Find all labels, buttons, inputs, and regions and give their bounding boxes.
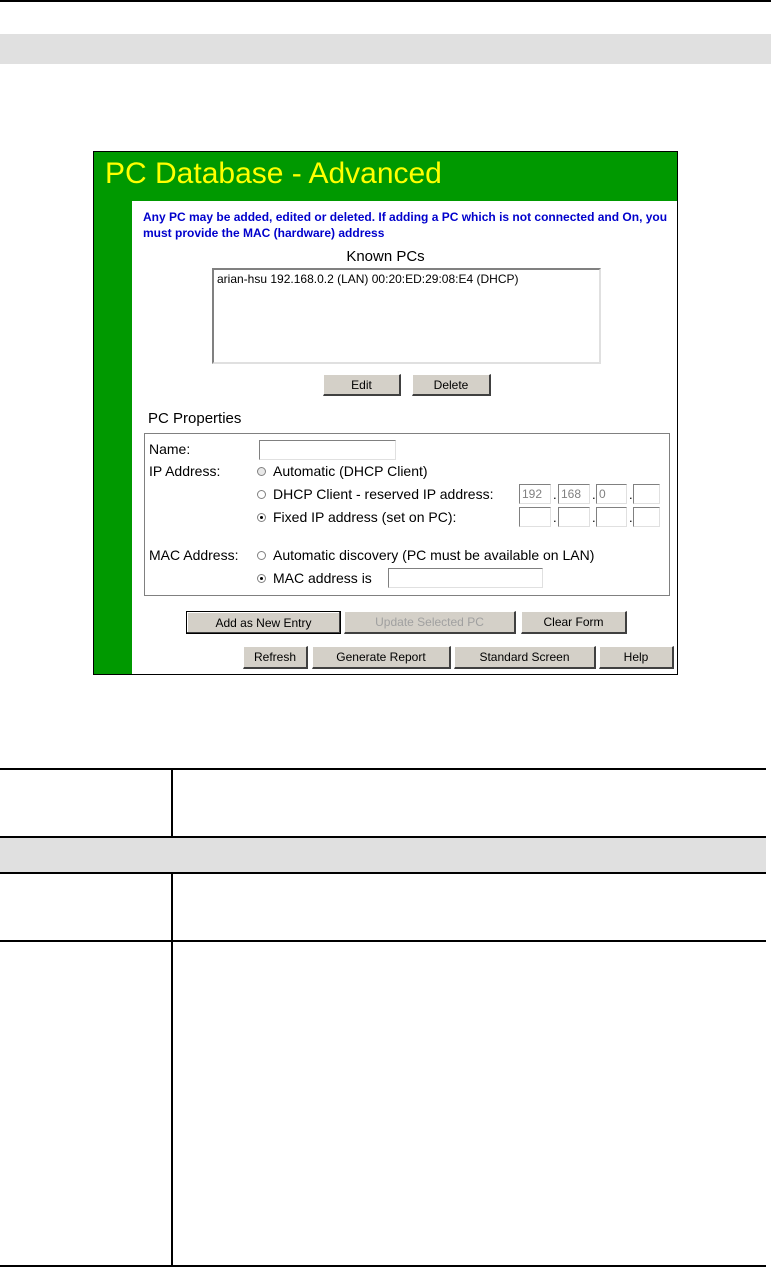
mac-manual-radio[interactable] <box>257 574 266 583</box>
reserved-ip-octet-2[interactable] <box>558 484 590 504</box>
ip-fixed-label: Fixed IP address (set on PC): <box>273 509 457 525</box>
ip-automatic-label: Automatic (DHCP Client) <box>273 463 428 479</box>
window-title: PC Database - Advanced <box>105 157 442 190</box>
help-button[interactable]: Help <box>599 646 674 669</box>
mac-manual-label: MAC address is <box>273 570 372 586</box>
fixed-ip-octet-2[interactable] <box>558 507 590 527</box>
ip-address-label: IP Address: <box>149 463 221 479</box>
fixed-ip-octet-3[interactable] <box>596 507 627 527</box>
top-rule <box>0 0 771 2</box>
name-label: Name: <box>149 441 191 457</box>
ip-automatic-radio[interactable] <box>257 467 266 476</box>
known-pcs-title: Known PCs <box>346 248 425 265</box>
mac-address-input[interactable] <box>388 568 543 588</box>
fixed-ip-octet-4[interactable] <box>633 507 660 527</box>
window-header <box>94 152 677 201</box>
refresh-button[interactable]: Refresh <box>243 646 308 669</box>
table-column-divider <box>171 872 173 1267</box>
update-selected-pc-button[interactable]: Update Selected PC <box>344 611 516 634</box>
reserved-ip-octet-1[interactable] <box>519 484 551 504</box>
table-column-divider <box>171 768 173 838</box>
known-pcs-list[interactable] <box>212 268 601 364</box>
list-item[interactable]: arian-hsu 192.168.0.2 (LAN) 00:20:ED:29:08:E4 (DHCP) <box>217 272 519 286</box>
ip-fixed-radio[interactable] <box>257 513 266 522</box>
ip-separator: . <box>553 510 557 525</box>
table-row-rule <box>0 872 766 874</box>
ip-separator: . <box>592 487 596 502</box>
table-section-row <box>0 838 766 872</box>
mac-address-label: MAC Address: <box>149 547 239 563</box>
intro-text: Any PC may be added, edited or deleted. If adding a PC which is not connected and On, you must provide the MAC (hardware) address <box>143 210 668 240</box>
table-row-rule <box>0 940 766 942</box>
ip-reserved-radio[interactable] <box>257 490 266 499</box>
section-heading-band <box>0 34 771 64</box>
ip-reserved-label: DHCP Client - reserved IP address: <box>273 486 494 502</box>
fixed-ip-octet-1[interactable] <box>519 507 551 527</box>
standard-screen-button[interactable]: Standard Screen <box>454 646 596 669</box>
reserved-ip-octet-4[interactable] <box>633 484 660 504</box>
ip-separator: . <box>553 487 557 502</box>
pc-database-window <box>93 151 678 675</box>
add-new-entry-button[interactable]: Add as New Entry <box>186 611 341 634</box>
pc-properties-title: PC Properties <box>148 410 242 427</box>
generate-report-button[interactable]: Generate Report <box>312 646 451 669</box>
ip-separator: . <box>629 510 633 525</box>
ip-separator: . <box>592 510 596 525</box>
reserved-ip-octet-3[interactable] <box>596 484 627 504</box>
table-bottom-rule <box>0 1265 766 1267</box>
edit-button[interactable]: Edit <box>323 374 401 396</box>
mac-auto-radio[interactable] <box>257 551 266 560</box>
table-top-rule <box>0 768 766 770</box>
left-green-bar <box>94 201 132 674</box>
delete-button[interactable]: Delete <box>412 374 491 396</box>
clear-form-button[interactable]: Clear Form <box>521 611 627 634</box>
mac-auto-label: Automatic discovery (PC must be available on LAN) <box>273 547 595 563</box>
ip-separator: . <box>629 487 633 502</box>
name-input[interactable] <box>259 440 396 460</box>
